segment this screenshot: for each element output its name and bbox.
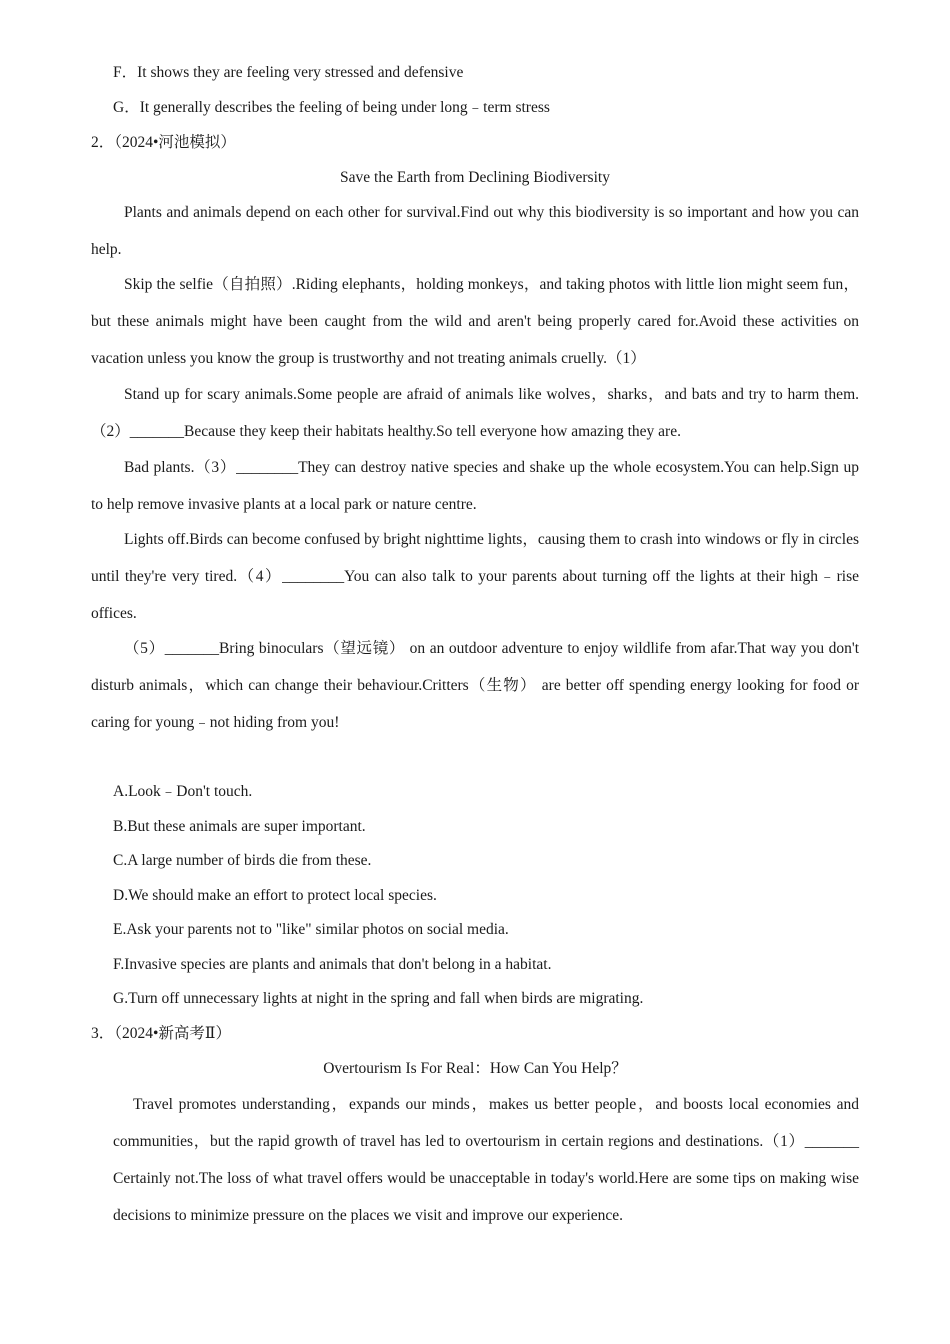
- prev-option-g: G．It generally describes the feeling of being under long﹣term stress: [113, 99, 550, 116]
- q2-paragraph-binoculars: （5）_______Bring binoculars（望远镜） on an outdoor adventure to enjoy wildlife from afar.That way you don't disturb animals，which can change their behaviour.Critters（生物） are better off spending energy looking for food or caring for young﹣not hiding from you!: [91, 640, 859, 731]
- q2-option-f: F.Invasive species are plants and animals that don't belong in a habitat.: [113, 956, 552, 973]
- q2-option-b: B.But these animals are super important.: [113, 818, 366, 835]
- q2-paragraph-scary-animals: Stand up for scary animals.Some people are afraid of animals like wolves，sharks，and bats and try to harm them.（2）_______Because they keep their habitats healthy.So tell everyone how amazing they are.: [91, 386, 859, 440]
- question-2-header: 2．（2024•河池模拟）: [91, 134, 236, 151]
- q2-option-e: E.Ask your parents not to "like" similar photos on social media.: [113, 921, 509, 938]
- question-3-header: 3．（2024•新高考Ⅱ）: [91, 1025, 231, 1042]
- q2-paragraph-intro: Plants and animals depend on each other for survival.Find out why this biodiversity is so important and how you can help.: [91, 204, 859, 258]
- question-3-title: Overtourism Is For Real：How Can You Help？: [323, 1060, 627, 1077]
- q2-paragraph-bad-plants: Bad plants.（3）________They can destroy native species and shake up the whole ecosystem.You can help.Sign up to help remove invasive plants at a local park or nature centre.: [91, 459, 859, 513]
- q2-option-c: C.A large number of birds die from these.: [113, 852, 372, 869]
- q2-option-d: D.We should make an effort to protect local species.: [113, 887, 437, 904]
- q2-option-g: G.Turn off unnecessary lights at night in the spring and fall when birds are migrating.: [113, 990, 644, 1007]
- q2-paragraph-selfie: Skip the selfie（自拍照）.Riding elephants，holding monkeys，and taking photos with little lion might seem fun，but these animals might have been caught from the wild and aren't being properly cared for.Avoid these activities on vacation unless you know the group is trustworthy and not treating animals cruelly.（1）: [91, 276, 859, 367]
- question-2-title: Save the Earth from Declining Biodiversity: [340, 169, 610, 186]
- q2-option-a: A.Look﹣Don't touch.: [113, 783, 253, 800]
- q3-paragraph-intro: Travel promotes understanding，expands our minds，makes us better people，and boosts local economies and communities，but the rapid growth of travel has led to overtourism in certain regions and destinations.（1）_______ Certainly not.The loss of what travel offers would be unacceptable in today's world.Here are some tips on making wise decisions to minimize pressure on the places we visit and improve our experience.: [113, 1096, 859, 1224]
- prev-option-f: F．It shows they are feeling very stressed and defensive: [113, 64, 464, 81]
- q2-paragraph-lights-off: Lights off.Birds can become confused by bright nighttime lights，causing them to crash into windows or fly in circles until they're very tired.（4）________You can also talk to your parents about turning off the lights at their high﹣rise offices.: [91, 531, 859, 622]
